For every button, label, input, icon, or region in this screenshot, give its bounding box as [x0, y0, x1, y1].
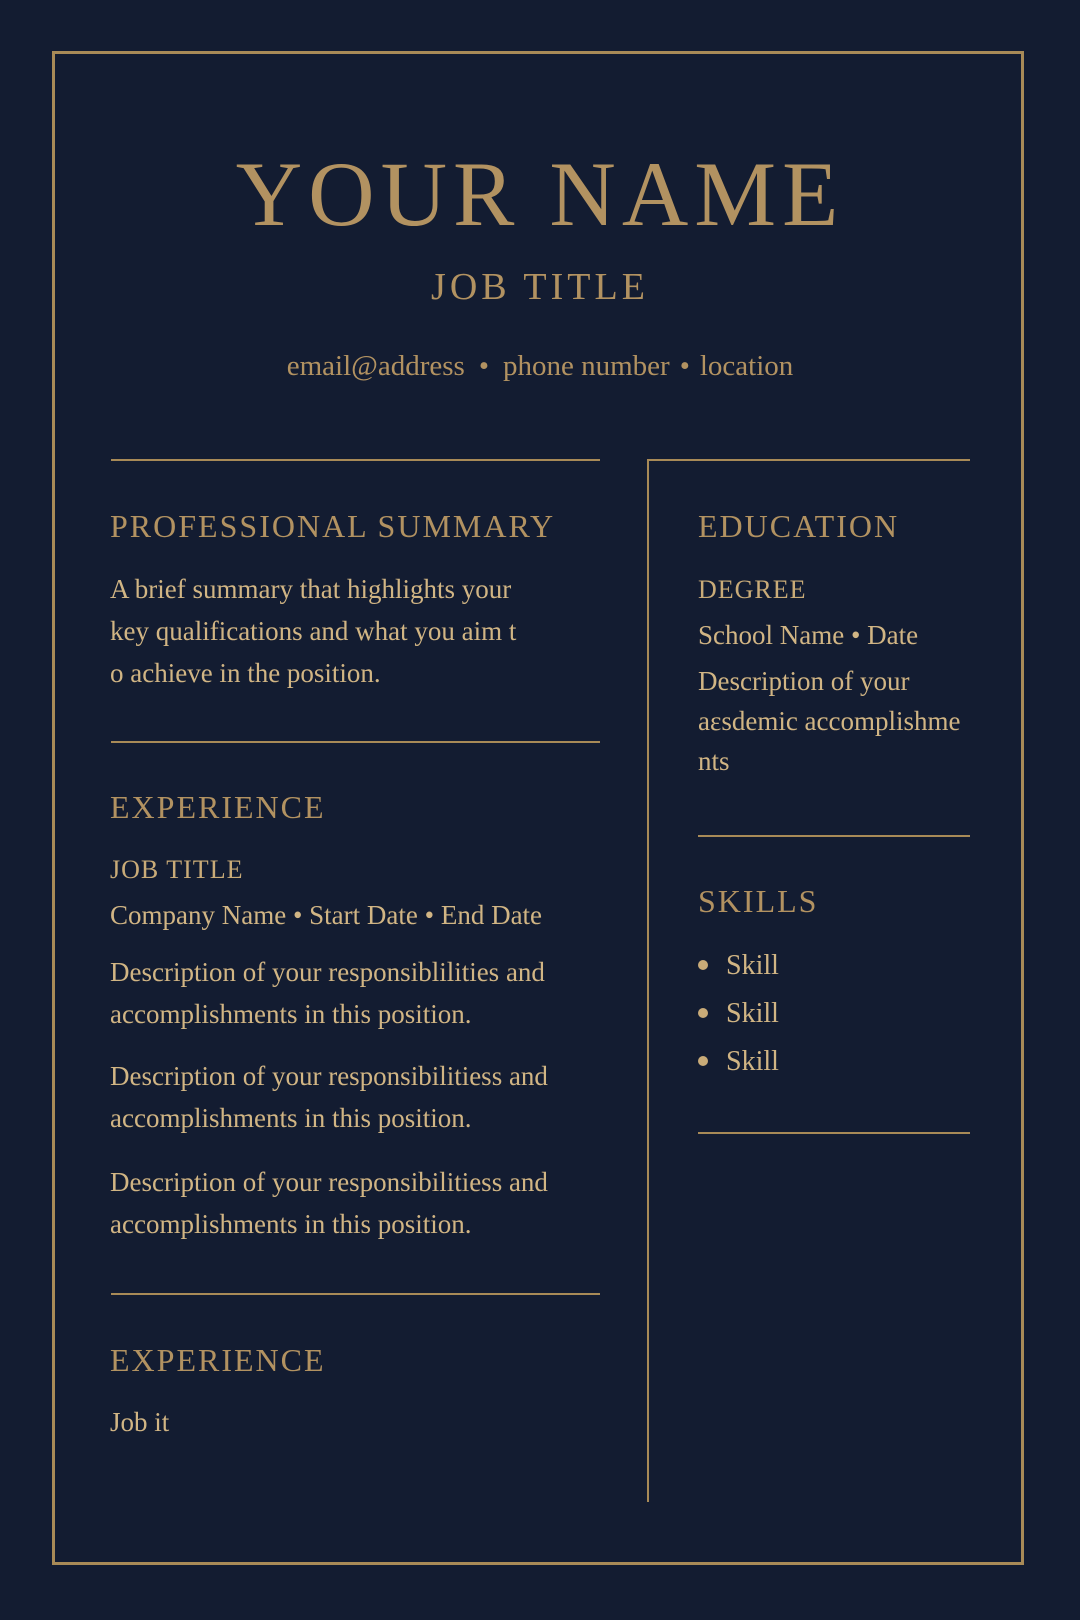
description-line: accomplishments in this position.	[110, 1209, 472, 1239]
description-line: accomplishments in this position.	[110, 1103, 472, 1133]
experience-description	[110, 951, 630, 1035]
resume-name: YOUR NAME	[235, 143, 845, 245]
skill-label: Skill	[726, 950, 779, 981]
summary-text	[110, 568, 610, 694]
education-description	[698, 661, 988, 781]
contact-email: email@address	[286, 350, 465, 382]
skill-item	[698, 1042, 779, 1090]
summary-line: o achieve in the position.	[110, 658, 381, 688]
summary-line: A brief summary that highlights your	[110, 574, 512, 604]
experience-heading: EXPERIENCE	[110, 789, 326, 825]
education-top-divider	[647, 459, 970, 461]
experience-description	[110, 1055, 630, 1139]
education-line: Description of your	[698, 666, 910, 696]
education-heading: EDUCATION	[698, 508, 900, 544]
skill-item	[698, 946, 779, 994]
description-line: Description of your responsibilitiess and	[110, 1061, 548, 1091]
contact-line	[0, 352, 1080, 381]
experience2-job-title: Job it	[110, 1407, 170, 1437]
bullet-icon	[698, 960, 708, 970]
bullet-icon	[698, 1056, 708, 1066]
education-degree: DEGREE	[698, 575, 807, 604]
contact-separator: •	[679, 350, 690, 382]
skill-item	[698, 994, 779, 1042]
skill-label: Skill	[726, 998, 779, 1029]
resume-job-title: JOB TITLE	[431, 266, 649, 308]
description-line: accomplishments in this position.	[110, 999, 472, 1029]
contact-separator: •	[478, 350, 489, 382]
experience-top-divider	[111, 741, 600, 743]
education-line: aεsdemic accomplishme	[698, 706, 961, 736]
education-school-line: School Name • Date	[698, 620, 919, 650]
skills-list	[698, 946, 779, 1090]
experience2-top-divider	[111, 1293, 600, 1295]
skills-heading: SKILLS	[698, 883, 819, 919]
experience2-heading: EXPERIENCE	[110, 1342, 326, 1378]
experience-company-line: Company Name • Start Date • End Date	[110, 900, 543, 930]
bullet-icon	[698, 1008, 708, 1018]
column-divider	[647, 459, 649, 1502]
skills-bottom-divider	[698, 1132, 970, 1134]
summary-heading: PROFESSIONAL SUMMARY	[110, 508, 556, 544]
summary-line: key qualifications and what you aim t	[110, 616, 517, 646]
contact-location: location	[699, 350, 794, 382]
contact-phone: phone number	[502, 350, 670, 382]
description-line: Description of your responsiblilities and	[110, 957, 545, 987]
summary-top-divider	[111, 459, 600, 461]
education-line: nts	[698, 746, 730, 776]
skill-label: Skill	[726, 1046, 779, 1077]
skills-top-divider	[698, 835, 970, 837]
experience-description	[110, 1161, 630, 1245]
experience-job-title: JOB TITLE	[110, 855, 244, 884]
description-line: Description of your responsibilitiess and	[110, 1167, 548, 1197]
